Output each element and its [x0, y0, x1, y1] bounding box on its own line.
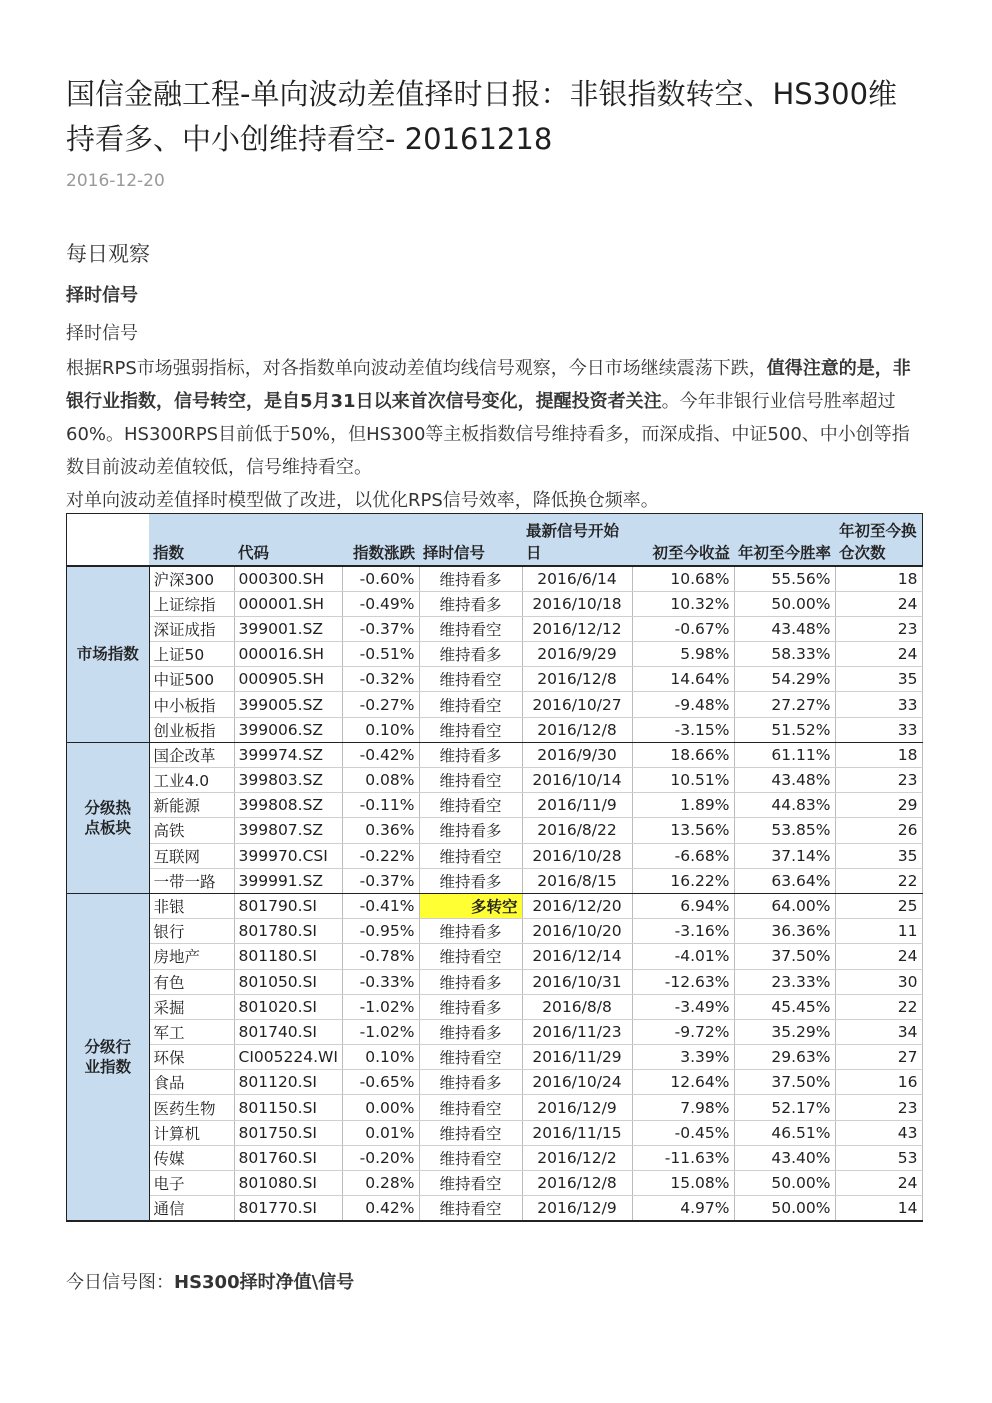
table-row — [67, 1145, 922, 1170]
table-row — [67, 1095, 922, 1120]
table-cell: 维持看多 — [419, 1070, 522, 1095]
table-cell: 维持看空 — [419, 793, 522, 818]
para1-part-a: 根据RPS市场强弱指标，对各指数单向波动差值均线信号观察，今日市场继续震荡下跌， — [66, 358, 767, 379]
table-cell: 43 — [835, 1120, 922, 1145]
table-cell: 医药生物 — [149, 1095, 234, 1120]
table-cell: 2016/12/9 — [522, 1196, 632, 1221]
table-cell: -0.42% — [342, 742, 419, 767]
table-cell: 399803.SZ — [234, 768, 342, 793]
table-cell: 0.42% — [342, 1196, 419, 1221]
table-cell: 维持看多 — [419, 868, 522, 893]
table-cell: -0.95% — [342, 919, 419, 944]
table-cell: 维持看空 — [419, 1171, 522, 1196]
table-cell: 7.98% — [632, 1095, 734, 1120]
table-cell: 5.98% — [632, 642, 734, 667]
table-cell: -0.20% — [342, 1145, 419, 1170]
table-cell: -0.65% — [342, 1070, 419, 1095]
table-cell: 24 — [835, 591, 922, 616]
table-cell: 801750.SI — [234, 1120, 342, 1145]
table-row — [67, 742, 922, 767]
table-cell: 4.97% — [632, 1196, 734, 1221]
table-cell: CI005224.WI — [234, 1045, 342, 1070]
table-cell: 43.48% — [734, 768, 835, 793]
table-cell: 801760.SI — [234, 1145, 342, 1170]
table-cell: -9.48% — [632, 692, 734, 717]
table-cell: 10.68% — [632, 566, 734, 591]
table-cell: 50.00% — [734, 1171, 835, 1196]
table-row — [67, 566, 922, 591]
table-cell: 10.51% — [632, 768, 734, 793]
header-cell: 择时信号 — [419, 514, 522, 566]
table-cell: 2016/11/9 — [522, 793, 632, 818]
table-cell: 中证500 — [149, 667, 234, 692]
table-cell: 23 — [835, 616, 922, 641]
table-cell: 26 — [835, 818, 922, 843]
table-cell: -0.32% — [342, 667, 419, 692]
table-cell: 399991.SZ — [234, 868, 342, 893]
table-cell: 18 — [835, 742, 922, 767]
table-cell: 有色 — [149, 969, 234, 994]
table-cell: 801020.SI — [234, 994, 342, 1019]
table-cell: -0.37% — [342, 616, 419, 641]
table-cell: 多转空 — [419, 893, 522, 918]
table-cell: 环保 — [149, 1045, 234, 1070]
table-cell: 0.08% — [342, 768, 419, 793]
table-cell: 计算机 — [149, 1120, 234, 1145]
table-cell: 维持看多 — [419, 591, 522, 616]
table-cell: 801080.SI — [234, 1171, 342, 1196]
table-cell: 0.01% — [342, 1120, 419, 1145]
table-cell: 33 — [835, 717, 922, 742]
table-cell: 10.32% — [632, 591, 734, 616]
table-cell: 51.52% — [734, 717, 835, 742]
table-cell: 2016/6/14 — [522, 566, 632, 591]
table-cell: 2016/10/28 — [522, 843, 632, 868]
table-cell: -0.37% — [342, 868, 419, 893]
table-cell: 传媒 — [149, 1145, 234, 1170]
table-cell: 61.11% — [734, 742, 835, 767]
table-cell: 23 — [835, 1095, 922, 1120]
table-cell: 53 — [835, 1145, 922, 1170]
table-cell: 801120.SI — [234, 1070, 342, 1095]
table-cell: -0.11% — [342, 793, 419, 818]
table-cell: 2016/8/15 — [522, 868, 632, 893]
table-cell: 399808.SZ — [234, 793, 342, 818]
table-row — [67, 768, 922, 793]
table-cell: 27 — [835, 1045, 922, 1070]
table-cell: -1.02% — [342, 994, 419, 1019]
table-cell: 2016/11/29 — [522, 1045, 632, 1070]
table-cell: -6.68% — [632, 843, 734, 868]
group-label: 市场指数 — [67, 566, 149, 742]
table-cell: 37.14% — [734, 843, 835, 868]
table-cell: -0.27% — [342, 692, 419, 717]
table-cell: -0.49% — [342, 591, 419, 616]
table-cell: 维持看多 — [419, 969, 522, 994]
table-cell: 上证综指 — [149, 591, 234, 616]
table-cell: 55.56% — [734, 566, 835, 591]
table-cell: 上证50 — [149, 642, 234, 667]
table-cell: 399006.SZ — [234, 717, 342, 742]
table-row — [67, 591, 922, 616]
table-cell: 2016/10/14 — [522, 768, 632, 793]
table-cell: 64.00% — [734, 893, 835, 918]
header-cell: 最新信号开始日 — [522, 514, 632, 566]
table-cell: 维持看空 — [419, 1120, 522, 1145]
table-row — [67, 1196, 922, 1221]
table-cell: 33 — [835, 692, 922, 717]
table-cell: 43.40% — [734, 1145, 835, 1170]
para1-part-c: 。今年非银行业信号胜率超过60%。HS300RPS目前低于50%，但HS300等主板指数信号维持看多，而深成指、中证500、中小创等指数目前波动差值较低，信号维持看空。 — [66, 391, 910, 478]
table-cell: 24 — [835, 642, 922, 667]
table-row — [67, 616, 922, 641]
table-cell: -0.78% — [342, 944, 419, 969]
table-cell: 16.22% — [632, 868, 734, 893]
table-cell: 50.00% — [734, 591, 835, 616]
section-subtitle: 择时信号 — [66, 323, 138, 344]
table-cell: 37.50% — [734, 1070, 835, 1095]
table-cell: 维持看空 — [419, 1196, 522, 1221]
table-cell: 维持看多 — [419, 566, 522, 591]
table-cell: 22 — [835, 868, 922, 893]
table-cell: 43.48% — [734, 616, 835, 641]
table-cell: 维持看多 — [419, 818, 522, 843]
table-cell: 维持看多 — [419, 642, 522, 667]
table-cell: 2016/12/14 — [522, 944, 632, 969]
article-title: 国信金融工程-单向波动差值择时日报：非银指数转空、HS300维持看多、中小创维持看空- 20161218 — [66, 77, 898, 156]
table-cell: 维持看空 — [419, 768, 522, 793]
table-cell: 维持看空 — [419, 1095, 522, 1120]
table-cell: 非银 — [149, 893, 234, 918]
table-cell: 高铁 — [149, 818, 234, 843]
table-cell: 399974.SZ — [234, 742, 342, 767]
table-cell: 399807.SZ — [234, 818, 342, 843]
table-cell: 63.64% — [734, 868, 835, 893]
table-cell: 50.00% — [734, 1196, 835, 1221]
table-row — [67, 793, 922, 818]
table-cell: 2016/10/18 — [522, 591, 632, 616]
table-row — [67, 1019, 922, 1044]
table-cell: 23 — [835, 768, 922, 793]
table-cell: 军工 — [149, 1019, 234, 1044]
table-cell: 34 — [835, 1019, 922, 1044]
table-cell: 0.10% — [342, 717, 419, 742]
table-row — [67, 944, 922, 969]
table-cell: 801050.SI — [234, 969, 342, 994]
table-cell: 食品 — [149, 1070, 234, 1095]
table-cell: 35 — [835, 667, 922, 692]
table-cell: 45.45% — [734, 994, 835, 1019]
table-cell: 电子 — [149, 1171, 234, 1196]
table-row — [67, 919, 922, 944]
table-cell: 2016/12/20 — [522, 893, 632, 918]
table-cell: 2016/10/20 — [522, 919, 632, 944]
table-cell: 25 — [835, 893, 922, 918]
table-row — [67, 843, 922, 868]
para1-bold: 值得注意的是，非银行业指数，信号转空，是自5月31日以来首次信号变化，提醒投资者关注 — [66, 358, 911, 412]
table-cell: 44.83% — [734, 793, 835, 818]
table-cell: 2016/10/27 — [522, 692, 632, 717]
caption-prefix: 今日信号图： — [66, 1272, 174, 1293]
table-cell: 2016/8/8 — [522, 994, 632, 1019]
table-row — [67, 642, 922, 667]
table-cell: -3.16% — [632, 919, 734, 944]
table-cell: 46.51% — [734, 1120, 835, 1145]
table-cell: -3.15% — [632, 717, 734, 742]
table-cell: 维持看空 — [419, 692, 522, 717]
signal-table — [66, 513, 923, 1222]
table-cell: 6.94% — [632, 893, 734, 918]
table-cell: 35 — [835, 843, 922, 868]
table-cell: 000905.SH — [234, 667, 342, 692]
table-cell: 399005.SZ — [234, 692, 342, 717]
table-cell: 0.28% — [342, 1171, 419, 1196]
table-cell: 维持看空 — [419, 843, 522, 868]
table-cell: -0.45% — [632, 1120, 734, 1145]
header-corner — [67, 514, 149, 566]
table-cell: 维持看空 — [419, 1145, 522, 1170]
header-cell: 代码 — [234, 514, 342, 566]
table-cell: -11.63% — [632, 1145, 734, 1170]
table-cell: 24 — [835, 1171, 922, 1196]
group-label: 分级热点板块 — [67, 742, 149, 893]
table-row — [67, 1171, 922, 1196]
table-cell: 1.89% — [632, 793, 734, 818]
table-row — [67, 893, 922, 918]
table-cell: 53.85% — [734, 818, 835, 843]
table-cell: -0.33% — [342, 969, 419, 994]
table-cell: 399970.CSI — [234, 843, 342, 868]
header-cell: 指数 — [149, 514, 234, 566]
table-cell: 36.36% — [734, 919, 835, 944]
table-cell: 000300.SH — [234, 566, 342, 591]
table-cell: 2016/12/2 — [522, 1145, 632, 1170]
table-header-row — [67, 514, 922, 566]
table-cell: 35.29% — [734, 1019, 835, 1044]
table-cell: 工业4.0 — [149, 768, 234, 793]
table-cell: 801180.SI — [234, 944, 342, 969]
article-date: 2016-12-20 — [66, 171, 165, 191]
table-cell: -0.51% — [342, 642, 419, 667]
table-cell: 12.64% — [632, 1070, 734, 1095]
table-cell: 22 — [835, 994, 922, 1019]
table-row — [67, 717, 922, 742]
table-row — [67, 1045, 922, 1070]
caption-bold: HS300择时净值\信号 — [174, 1272, 355, 1293]
table-row — [67, 692, 922, 717]
table-cell: 3.39% — [632, 1045, 734, 1070]
table-cell: 创业板指 — [149, 717, 234, 742]
table-cell: 维持看空 — [419, 717, 522, 742]
table-cell: 399001.SZ — [234, 616, 342, 641]
table-cell: 维持看空 — [419, 944, 522, 969]
table-cell: 2016/12/9 — [522, 1095, 632, 1120]
table-cell: 国企改革 — [149, 742, 234, 767]
table-cell: 58.33% — [734, 642, 835, 667]
table-cell: 通信 — [149, 1196, 234, 1221]
table-cell: 27.27% — [734, 692, 835, 717]
table-row — [67, 868, 922, 893]
table-cell: 2016/11/15 — [522, 1120, 632, 1145]
table-cell: 2016/11/23 — [522, 1019, 632, 1044]
table-cell: 新能源 — [149, 793, 234, 818]
table-cell: 30 — [835, 969, 922, 994]
table-cell: -0.67% — [632, 616, 734, 641]
table-cell: 54.29% — [734, 667, 835, 692]
table-cell: 14.64% — [632, 667, 734, 692]
table-cell: 13.56% — [632, 818, 734, 843]
table-cell: 2016/8/22 — [522, 818, 632, 843]
table-row — [67, 969, 922, 994]
header-cell: 年初至今换仓次数 — [835, 514, 922, 566]
table-row — [67, 667, 922, 692]
table-cell: 银行 — [149, 919, 234, 944]
table-cell: 维持看多 — [419, 919, 522, 944]
table-cell: 维持看多 — [419, 994, 522, 1019]
table-cell: -1.02% — [342, 1019, 419, 1044]
table-cell: 2016/12/8 — [522, 667, 632, 692]
table-cell: 24 — [835, 944, 922, 969]
table-cell: 29.63% — [734, 1045, 835, 1070]
table-cell: 52.17% — [734, 1095, 835, 1120]
table-cell: 0.10% — [342, 1045, 419, 1070]
table-cell: 18 — [835, 566, 922, 591]
header-cell: 初至今收益 — [632, 514, 734, 566]
table-cell: 801780.SI — [234, 919, 342, 944]
table-cell: 801790.SI — [234, 893, 342, 918]
table-cell: 互联网 — [149, 843, 234, 868]
table-cell: 深证成指 — [149, 616, 234, 641]
table-cell: -0.22% — [342, 843, 419, 868]
table-cell: 2016/9/30 — [522, 742, 632, 767]
table-cell: 23.33% — [734, 969, 835, 994]
table-cell: 一带一路 — [149, 868, 234, 893]
table-cell: 维持看空 — [419, 1045, 522, 1070]
table-cell: 0.36% — [342, 818, 419, 843]
table-cell: 801770.SI — [234, 1196, 342, 1221]
header-cell: 指数涨跌 — [342, 514, 419, 566]
header-cell: 年初至今胜率 — [734, 514, 835, 566]
para2: 对单向波动差值择时模型做了改进，以优化RPS信号效率，降低换仓频率。 — [66, 490, 659, 511]
table-cell: 801740.SI — [234, 1019, 342, 1044]
section-subheading: 择时信号 — [66, 285, 138, 306]
table-cell: -3.49% — [632, 994, 734, 1019]
table-cell: 16 — [835, 1070, 922, 1095]
table-cell: 801150.SI — [234, 1095, 342, 1120]
table-cell: 0.00% — [342, 1095, 419, 1120]
section-heading: 每日观察 — [66, 242, 150, 266]
table-cell: 000016.SH — [234, 642, 342, 667]
chart-caption — [66, 1268, 354, 1294]
table-cell: -9.72% — [632, 1019, 734, 1044]
table-cell: 房地产 — [149, 944, 234, 969]
table-cell: 2016/12/12 — [522, 616, 632, 641]
body-paragraph — [66, 352, 926, 517]
group-label: 分级行业指数 — [67, 893, 149, 1220]
table-cell: 000001.SH — [234, 591, 342, 616]
table-cell: 2016/9/29 — [522, 642, 632, 667]
table-cell: 29 — [835, 793, 922, 818]
table-cell: 11 — [835, 919, 922, 944]
table-cell: 2016/12/8 — [522, 717, 632, 742]
table-row — [67, 994, 922, 1019]
table-cell: 2016/10/31 — [522, 969, 632, 994]
table-cell: 中小板指 — [149, 692, 234, 717]
table-cell: -0.60% — [342, 566, 419, 591]
table-cell: 维持看空 — [419, 616, 522, 641]
table-cell: 维持看空 — [419, 667, 522, 692]
table-cell: -4.01% — [632, 944, 734, 969]
table-cell: 维持看多 — [419, 742, 522, 767]
table-cell: -0.41% — [342, 893, 419, 918]
table-row — [67, 1120, 922, 1145]
table-cell: 37.50% — [734, 944, 835, 969]
table-cell: 沪深300 — [149, 566, 234, 591]
table-row — [67, 1070, 922, 1095]
table-cell: 2016/10/24 — [522, 1070, 632, 1095]
table-cell: -12.63% — [632, 969, 734, 994]
table-cell: 维持看多 — [419, 1019, 522, 1044]
table-cell: 15.08% — [632, 1171, 734, 1196]
table-row — [67, 818, 922, 843]
table-cell: 采掘 — [149, 994, 234, 1019]
table-cell: 14 — [835, 1196, 922, 1221]
table-cell: 2016/12/8 — [522, 1171, 632, 1196]
table-cell: 18.66% — [632, 742, 734, 767]
